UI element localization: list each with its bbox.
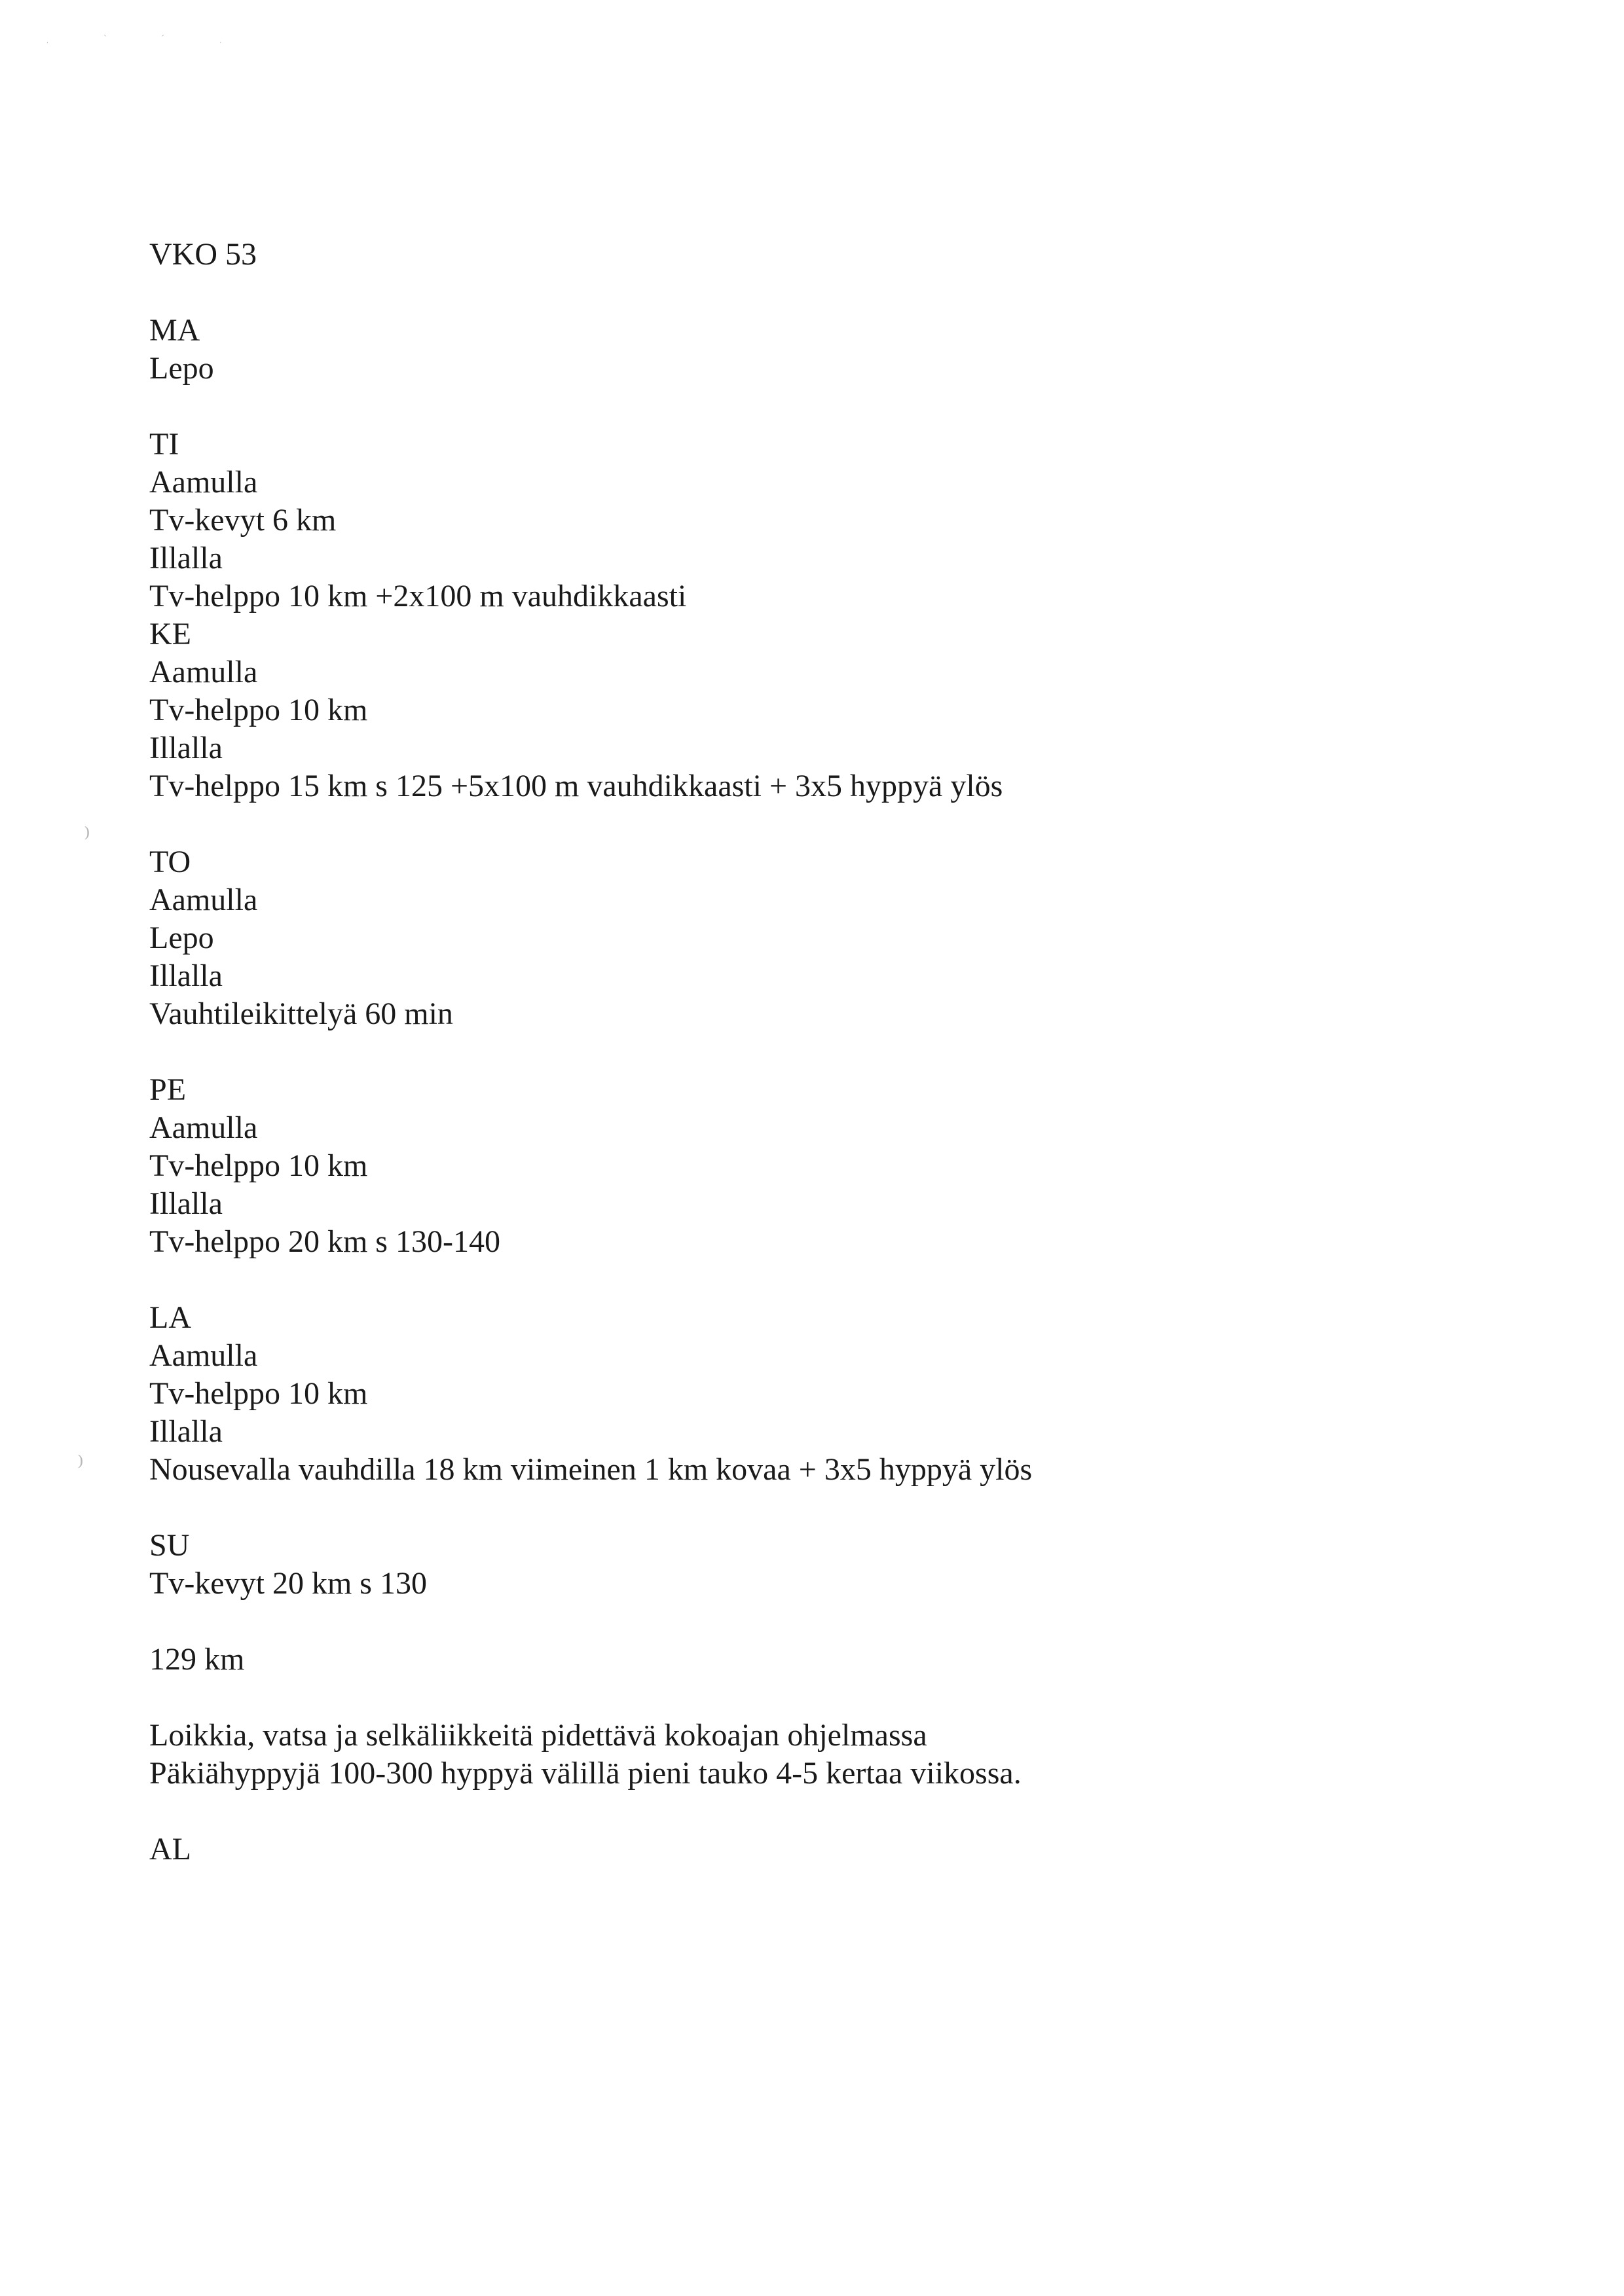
day-heading-pe: PE (149, 1072, 187, 1107)
scan-artifact: ⁾ (84, 822, 90, 852)
day-heading-la: LA (149, 1300, 191, 1335)
day-line: Illalla (149, 958, 223, 993)
day-line: Tv-helppo 10 km (149, 1148, 368, 1183)
day-line: Illalla (149, 731, 223, 765)
day-line: Aamulla (149, 655, 258, 689)
week-title: VKO 53 (149, 237, 257, 272)
day-line: Illalla (149, 1414, 223, 1449)
day-line: Tv-helppo 10 km +2x100 m vauhdikkaasti (149, 579, 687, 613)
day-heading-su: SU (149, 1528, 190, 1563)
day-heading-to: TO (149, 845, 191, 879)
day-line: Illalla (149, 541, 223, 575)
day-line: Tv-kevyt 6 km (149, 503, 337, 538)
day-line: Tv-helppo 10 km (149, 1376, 368, 1411)
day-line: Aamulla (149, 883, 258, 917)
scan-artifact: ⁾ (77, 1451, 84, 1480)
day-heading-ma: MA (149, 313, 200, 348)
day-line: Aamulla (149, 1338, 258, 1373)
day-line: Lepo (149, 920, 214, 955)
note-line: Päkiähyppyjä 100-300 hyppyä välillä pieni tauko 4-5 kertaa viikossa. (149, 1756, 1022, 1791)
day-line: Lepo (149, 351, 214, 386)
day-line: Tv-kevyt 20 km s 130 (149, 1566, 427, 1601)
day-line: Tv-helppo 20 km s 130-140 (149, 1224, 500, 1259)
weekly-total: 129 km (149, 1642, 245, 1677)
day-line: Tv-helppo 10 km (149, 693, 368, 727)
signature-initials: AL (149, 1832, 191, 1867)
day-line: Illalla (149, 1186, 223, 1221)
day-heading-ke: KE (149, 617, 191, 651)
training-program (149, 236, 1459, 1868)
scan-artifact: ˌ ˋ ˊ ˌ (46, 34, 249, 44)
day-line: Aamulla (149, 465, 258, 500)
day-line: Vauhtileikittelyä 60 min (149, 996, 453, 1031)
day-heading-ti: TI (149, 427, 179, 462)
day-line: Nousevalla vauhdilla 18 km viimeinen 1 km kovaa + 3x5 hyppyä ylös (149, 1452, 1033, 1487)
day-line: Tv-helppo 15 km s 125 +5x100 m vauhdikkaasti + 3x5 hyppyä ylös (149, 769, 1003, 803)
day-line: Aamulla (149, 1110, 258, 1145)
note-line: Loikkia, vatsa ja selkäliikkeitä pidettävä kokoajan ohjelmassa (149, 1718, 927, 1753)
